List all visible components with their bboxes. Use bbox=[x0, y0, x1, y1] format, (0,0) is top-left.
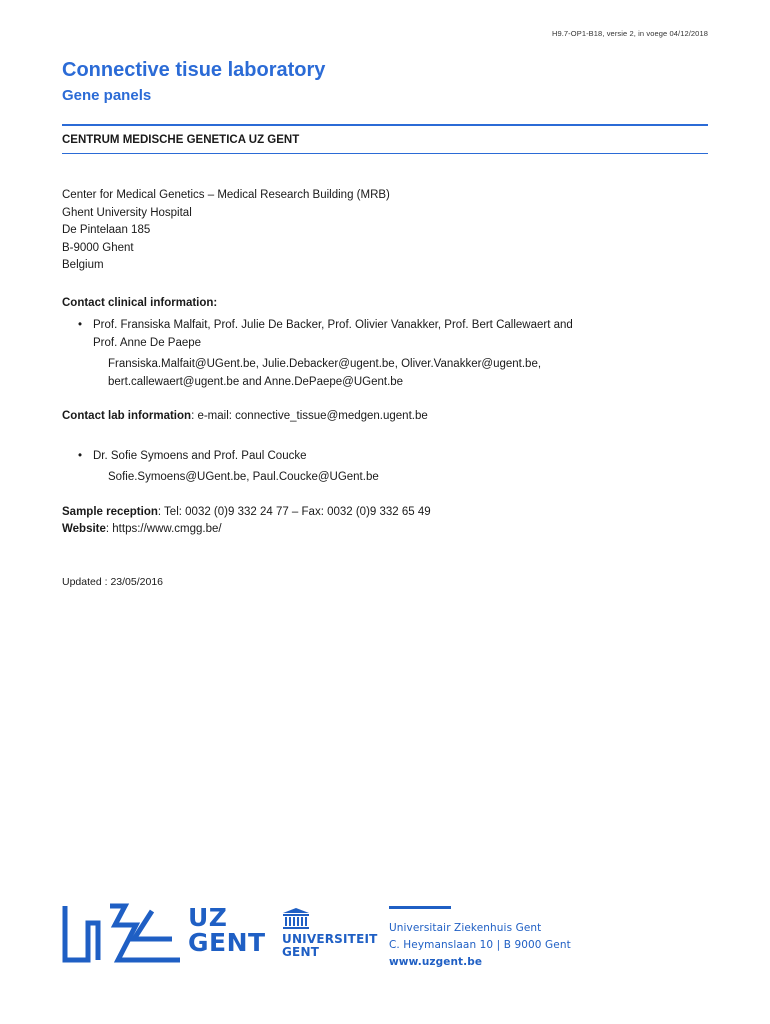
hospital-address: C. Heymanslaan 10 | B 9000 Gent bbox=[389, 939, 571, 951]
footer-accent-bar bbox=[389, 906, 451, 909]
uz-label: UZ bbox=[188, 903, 228, 932]
page-subtitle: Gene panels bbox=[62, 87, 152, 104]
updated-date: Updated : 23/05/2016 bbox=[62, 576, 164, 588]
website-link[interactable]: : https://www.cmgg.be/ bbox=[105, 523, 222, 535]
clinical-names-line: Prof. Fransiska Malfait, Prof. Julie De Backer, Prof. Olivier Vanakker, Prof. Bert Callewaert and bbox=[93, 319, 573, 331]
lab-contact-names bbox=[78, 448, 673, 466]
title-divider bbox=[62, 124, 708, 126]
section-divider bbox=[62, 153, 708, 154]
gent-label: GENT bbox=[188, 928, 266, 957]
address-line: Center for Medical Genetics – Medical Research Building (MRB) bbox=[62, 189, 390, 201]
address-line: Belgium bbox=[62, 259, 104, 271]
sample-reception-value: : Tel: 0032 (0)9 332 24 77 – Fax: 0032 (0)9 332 65 49 bbox=[157, 506, 431, 518]
sample-reception-line bbox=[62, 504, 431, 522]
sample-reception-label: Sample reception bbox=[62, 506, 158, 518]
clinical-contact-names bbox=[78, 317, 673, 352]
bullet-icon: • bbox=[78, 319, 83, 331]
document-reference: H9.7-OP1-B18, versie 2, in voege 04/12/2018 bbox=[551, 29, 708, 38]
universiteit-label: UNIVERSITEIT bbox=[282, 932, 378, 946]
hospital-name: Universitair Ziekenhuis Gent bbox=[389, 922, 542, 934]
university-building-icon bbox=[282, 908, 310, 930]
lab-contact-emails bbox=[108, 469, 628, 487]
lab-contact-line bbox=[62, 408, 428, 426]
address-line: Ghent University Hospital bbox=[62, 206, 192, 219]
lab-contact-label: Contact lab information bbox=[62, 410, 192, 422]
website-label: Website bbox=[62, 523, 106, 535]
lab-contact-email[interactable]: : e-mail: connective_tissue@medgen.ugent.be bbox=[191, 410, 428, 422]
address-block bbox=[62, 187, 390, 275]
hospital-website-link[interactable]: www.uzgent.be bbox=[389, 956, 483, 968]
lab-names-line: Dr. Sofie Symoens and Prof. Paul Coucke bbox=[93, 450, 307, 462]
clinical-names-line: Prof. Anne De Paepe bbox=[93, 336, 202, 349]
bullet-icon: • bbox=[78, 450, 83, 462]
website-line bbox=[62, 521, 222, 539]
page-title: Connective tisue laboratory bbox=[62, 59, 326, 81]
clinical-emails-line[interactable]: Fransiska.Malfait@UGent.be, Julie.Debacker@ugent.be, Oliver.Vanakker@ugent.be, bbox=[108, 358, 542, 370]
uz-gent-logo-icon bbox=[62, 903, 180, 963]
clinical-contact-emails bbox=[108, 356, 628, 391]
hospital-address-block bbox=[389, 920, 571, 971]
ugent-logo bbox=[282, 908, 378, 959]
lab-emails-line[interactable]: Sofie.Symoens@UGent.be, Paul.Coucke@UGent.be bbox=[108, 471, 379, 483]
clinical-emails-line[interactable]: bert.callewaert@ugent.be and Anne.DePaepe@UGent.be bbox=[108, 375, 404, 388]
clinical-contact-heading: Contact clinical information: bbox=[62, 297, 218, 309]
address-line: B-9000 Ghent bbox=[62, 241, 134, 254]
ugent-gent-label: GENT bbox=[282, 945, 320, 959]
centre-name: CENTRUM MEDISCHE GENETICA UZ GENT bbox=[62, 134, 300, 146]
uz-gent-wordmark bbox=[188, 905, 266, 955]
address-line: De Pintelaan 185 bbox=[62, 224, 151, 236]
